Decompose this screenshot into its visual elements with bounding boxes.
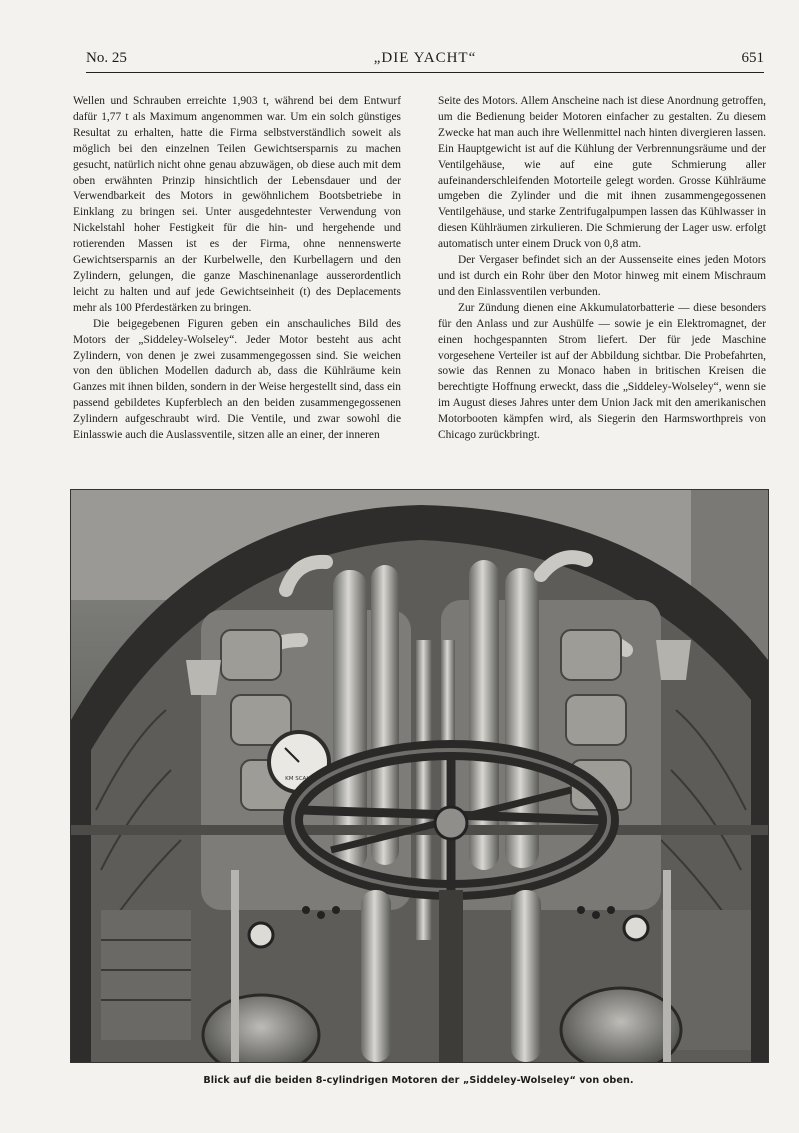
paragraph: Zur Zündung dienen eine Akkumulatorbatterie — diese besonders für den Anlass und zur Aushülfe — sowie je ein Elektromagnet, der einen hochgespannten Strom liefert. Der für jede Maschine vorgesehene Verteiler ist auf der Abbildung sichtbar. Die Probefahrten, sowie das Rennen zu Monaco haben in britischen Kreisen die berechtigte Hoffnung erweckt, dass die „Siddeley-Wolseley“, wenn sie im August dieses Jahres unter dem Union Jack mit den amerikanischen Motorbooten kämpfen wird, als Siegerin den Harmsworthpreis von Chicago zurückbringt.: [438, 301, 766, 442]
left-text-column: [73, 94, 401, 459]
magazine-title: „DIE YACHT“: [373, 50, 477, 66]
issue-number: No. 25: [86, 50, 127, 66]
paragraph: Der Vergaser befindet sich an der Aussenseite eines jeden Motors und ist durch ein Rohr über den Motor hinweg mit einem Mischraum und den Einlassventilen verbunden.: [438, 254, 766, 298]
page-header: [86, 50, 764, 73]
paragraph: Seite des Motors. Allem Anscheine nach ist diese Anordnung getroffen, um die Bedienung beider Motoren einfacher zu gestalten. Zu diesem Zwecke hat man auch ihre Wellenmittel nach hinten divergieren lassen. Ein Hauptgewicht ist auf die Kühlung der Verbrennungsräume und der Ventilgehäuse, wie auf eine gute Schmierung aller aufeinanderschleifenden Motorteile gelegt worden. Grosse Kühlräume umgeben die Zylinder und die mit ihnen zusammengegossenen Ventilgehäuse, und starke Zentrifugalpumpen lassen das Kühlwasser in diesen Kühlräumen zirkulieren. Die Schmierung der Lager usw. erfolgt automatisch unter einem Druck von 0,8 atm.: [438, 95, 766, 251]
figure-caption: Blick auf die beiden 8-cylindrigen Motoren der „Siddeley-Wolseley“ von oben.: [203, 1075, 634, 1086]
right-text-column: [438, 94, 766, 459]
paragraph: Wellen und Schrauben erreichte 1,903 t, während bei dem Entwurf dafür 1,77 t als Maximum angenommen war. Um ein solch günstiges Resultat zu erhalten, hatte die Firma selbstverständlich soweit als möglich bei den einzelnen Teilen Gewichtsersparnis zu machen gesucht, natürlich nicht ohne genau abzuwägen, ob diese auch mit dem oben erwähnten Prinzip hinsichtlich der Lebensdauer und der Verwendbarkeit des Motors in gewöhnlichem Bootsbetriebe in Einklang zu bringen sei. Unter ausgedehntester Verwendung von Nickelstahl hoher Festigkeit für die hin- und hergehende und rotierenden Massen ist es der Firma, ohne nennenswerte Gewichtsersparnis an der Kurbelwelle, den Kurbellagern und den Zylindern, gelungen, die ganze Maschinenanlage ausserordentlich leicht zu halten und auf jede Gewichtseinheit (t) des Deplacements mehr als 100 Pferdestärken zu bringen.: [73, 95, 401, 314]
engine-photograph: [70, 489, 769, 1063]
engine-photo-illustration: [71, 490, 768, 1062]
gauge-label: KM SCALE: [285, 776, 313, 782]
paragraph: Die beigegebenen Figuren geben ein anschauliches Bild des Motors der „Siddeley-Wolseley“. Jeder Motor besteht aus acht Zylindern, von denen je zwei zusammengegossen sind. Sie weichen von den üblichen Modellen dadurch ab, dass die Kühlräume kein Ganzes mit ihnen bilden, sondern in der Weise hergestellt sind, dass ein passend gebildetes Kupferblech an den beiden zusammengegossenen Zylindern aufgeschraubt wird. Die Ventile, und zwar sowohl die Einlasswie auch die Auslassventile, sitzen alle an einer, der inneren: [73, 317, 401, 442]
page-number: 651: [741, 50, 764, 66]
